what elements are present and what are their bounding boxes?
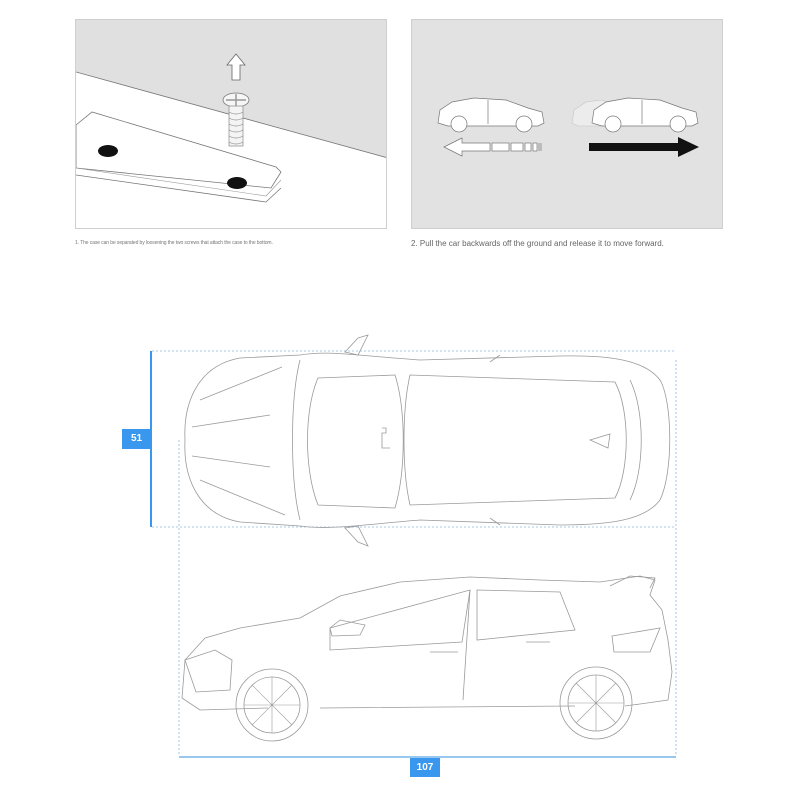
step-2-illustration bbox=[411, 19, 723, 229]
dimension-guides bbox=[152, 351, 676, 756]
screw-icon bbox=[223, 93, 249, 146]
arrow-left-icon bbox=[444, 138, 541, 156]
car-side-view bbox=[182, 576, 672, 741]
length-dimension-badge: 107 bbox=[410, 758, 440, 777]
pullback-drawing bbox=[412, 20, 723, 229]
car-top-view bbox=[185, 335, 670, 546]
height-dimension-badge: 51 bbox=[122, 429, 151, 449]
step-1-illustration bbox=[75, 19, 387, 229]
arrow-right-icon bbox=[589, 137, 699, 157]
car-side-icon bbox=[438, 98, 544, 132]
screw-hole-icon bbox=[98, 145, 118, 157]
car-side-icon bbox=[592, 98, 698, 132]
step-1-caption: 1. The case can be separated by loosening the two screws that attach the case to the bottom. bbox=[75, 240, 273, 246]
screw-hole-icon bbox=[227, 177, 247, 189]
step-2-caption: 2. Pull the car backwards off the ground and release it to move forward. bbox=[411, 239, 664, 248]
screw-removal-drawing bbox=[76, 20, 387, 229]
